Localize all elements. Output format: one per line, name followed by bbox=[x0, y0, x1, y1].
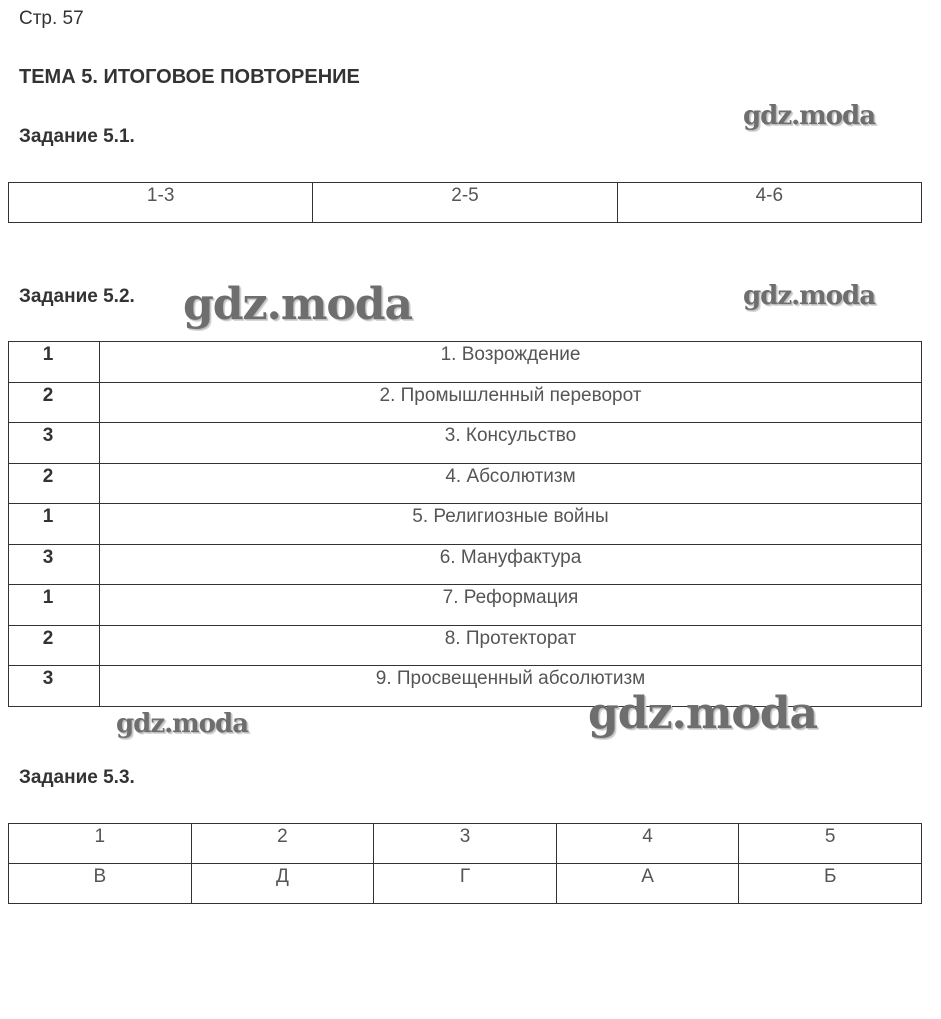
watermark: gdz.moda bbox=[743, 101, 876, 131]
table-row bbox=[9, 504, 922, 545]
table-cell: 4-6 bbox=[617, 183, 921, 223]
task-5-1-table bbox=[8, 182, 922, 223]
table-row bbox=[9, 544, 922, 585]
term-cell: 1. Возрождение bbox=[100, 342, 922, 383]
row-number: 3 bbox=[9, 544, 100, 585]
table-row bbox=[9, 585, 922, 626]
term-cell: 5. Религиозные войны bbox=[100, 504, 922, 545]
row-number: 2 bbox=[9, 463, 100, 504]
number-cell: 2 bbox=[191, 824, 374, 864]
term-cell: 2. Промышленный переворот bbox=[100, 382, 922, 423]
row-number: 2 bbox=[9, 382, 100, 423]
page-number: Стр. 57 bbox=[19, 8, 84, 29]
watermark: gdz.moda bbox=[116, 709, 249, 739]
watermark: gdz.moda bbox=[588, 688, 818, 739]
row-number: 1 bbox=[9, 585, 100, 626]
table-row bbox=[9, 423, 922, 464]
watermark: gdz.moda bbox=[743, 281, 876, 311]
row-number: 2 bbox=[9, 625, 100, 666]
term-cell: 6. Мануфактура bbox=[100, 544, 922, 585]
table-row bbox=[9, 463, 922, 504]
term-cell: 3. Консульство bbox=[100, 423, 922, 464]
table-row bbox=[9, 625, 922, 666]
letter-cell: В bbox=[9, 864, 192, 904]
table-cell: 2-5 bbox=[313, 183, 617, 223]
number-cell: 3 bbox=[374, 824, 557, 864]
topic-title: ТЕМА 5. ИТОГОВОЕ ПОВТОРЕНИЕ bbox=[19, 66, 360, 88]
task-5-1-heading: Задание 5.1. bbox=[19, 126, 135, 147]
row-number: 3 bbox=[9, 666, 100, 707]
row-number: 3 bbox=[9, 423, 100, 464]
table-row bbox=[9, 342, 922, 383]
letter-cell: Б bbox=[739, 864, 922, 904]
term-cell: 4. Абсолютизм bbox=[100, 463, 922, 504]
table-row bbox=[9, 864, 922, 904]
task-5-2-table bbox=[8, 341, 922, 707]
task-5-3-table bbox=[8, 823, 922, 904]
letter-cell: Д bbox=[191, 864, 374, 904]
term-cell: 8. Протекторат bbox=[100, 625, 922, 666]
number-cell: 5 bbox=[739, 824, 922, 864]
letter-cell: Г bbox=[374, 864, 557, 904]
watermark: gdz.moda bbox=[183, 279, 413, 330]
letter-cell: А bbox=[556, 864, 739, 904]
term-cell: 9. Просвещенный абсолютизм bbox=[100, 666, 922, 707]
table-row bbox=[9, 382, 922, 423]
table-cell: 1-3 bbox=[9, 183, 313, 223]
number-cell: 4 bbox=[556, 824, 739, 864]
table-row bbox=[9, 183, 922, 223]
row-number: 1 bbox=[9, 342, 100, 383]
task-5-2-heading: Задание 5.2. bbox=[19, 286, 135, 307]
task-5-3-heading: Задание 5.3. bbox=[19, 767, 135, 788]
term-cell: 7. Реформация bbox=[100, 585, 922, 626]
row-number: 1 bbox=[9, 504, 100, 545]
number-cell: 1 bbox=[9, 824, 192, 864]
table-row bbox=[9, 824, 922, 864]
